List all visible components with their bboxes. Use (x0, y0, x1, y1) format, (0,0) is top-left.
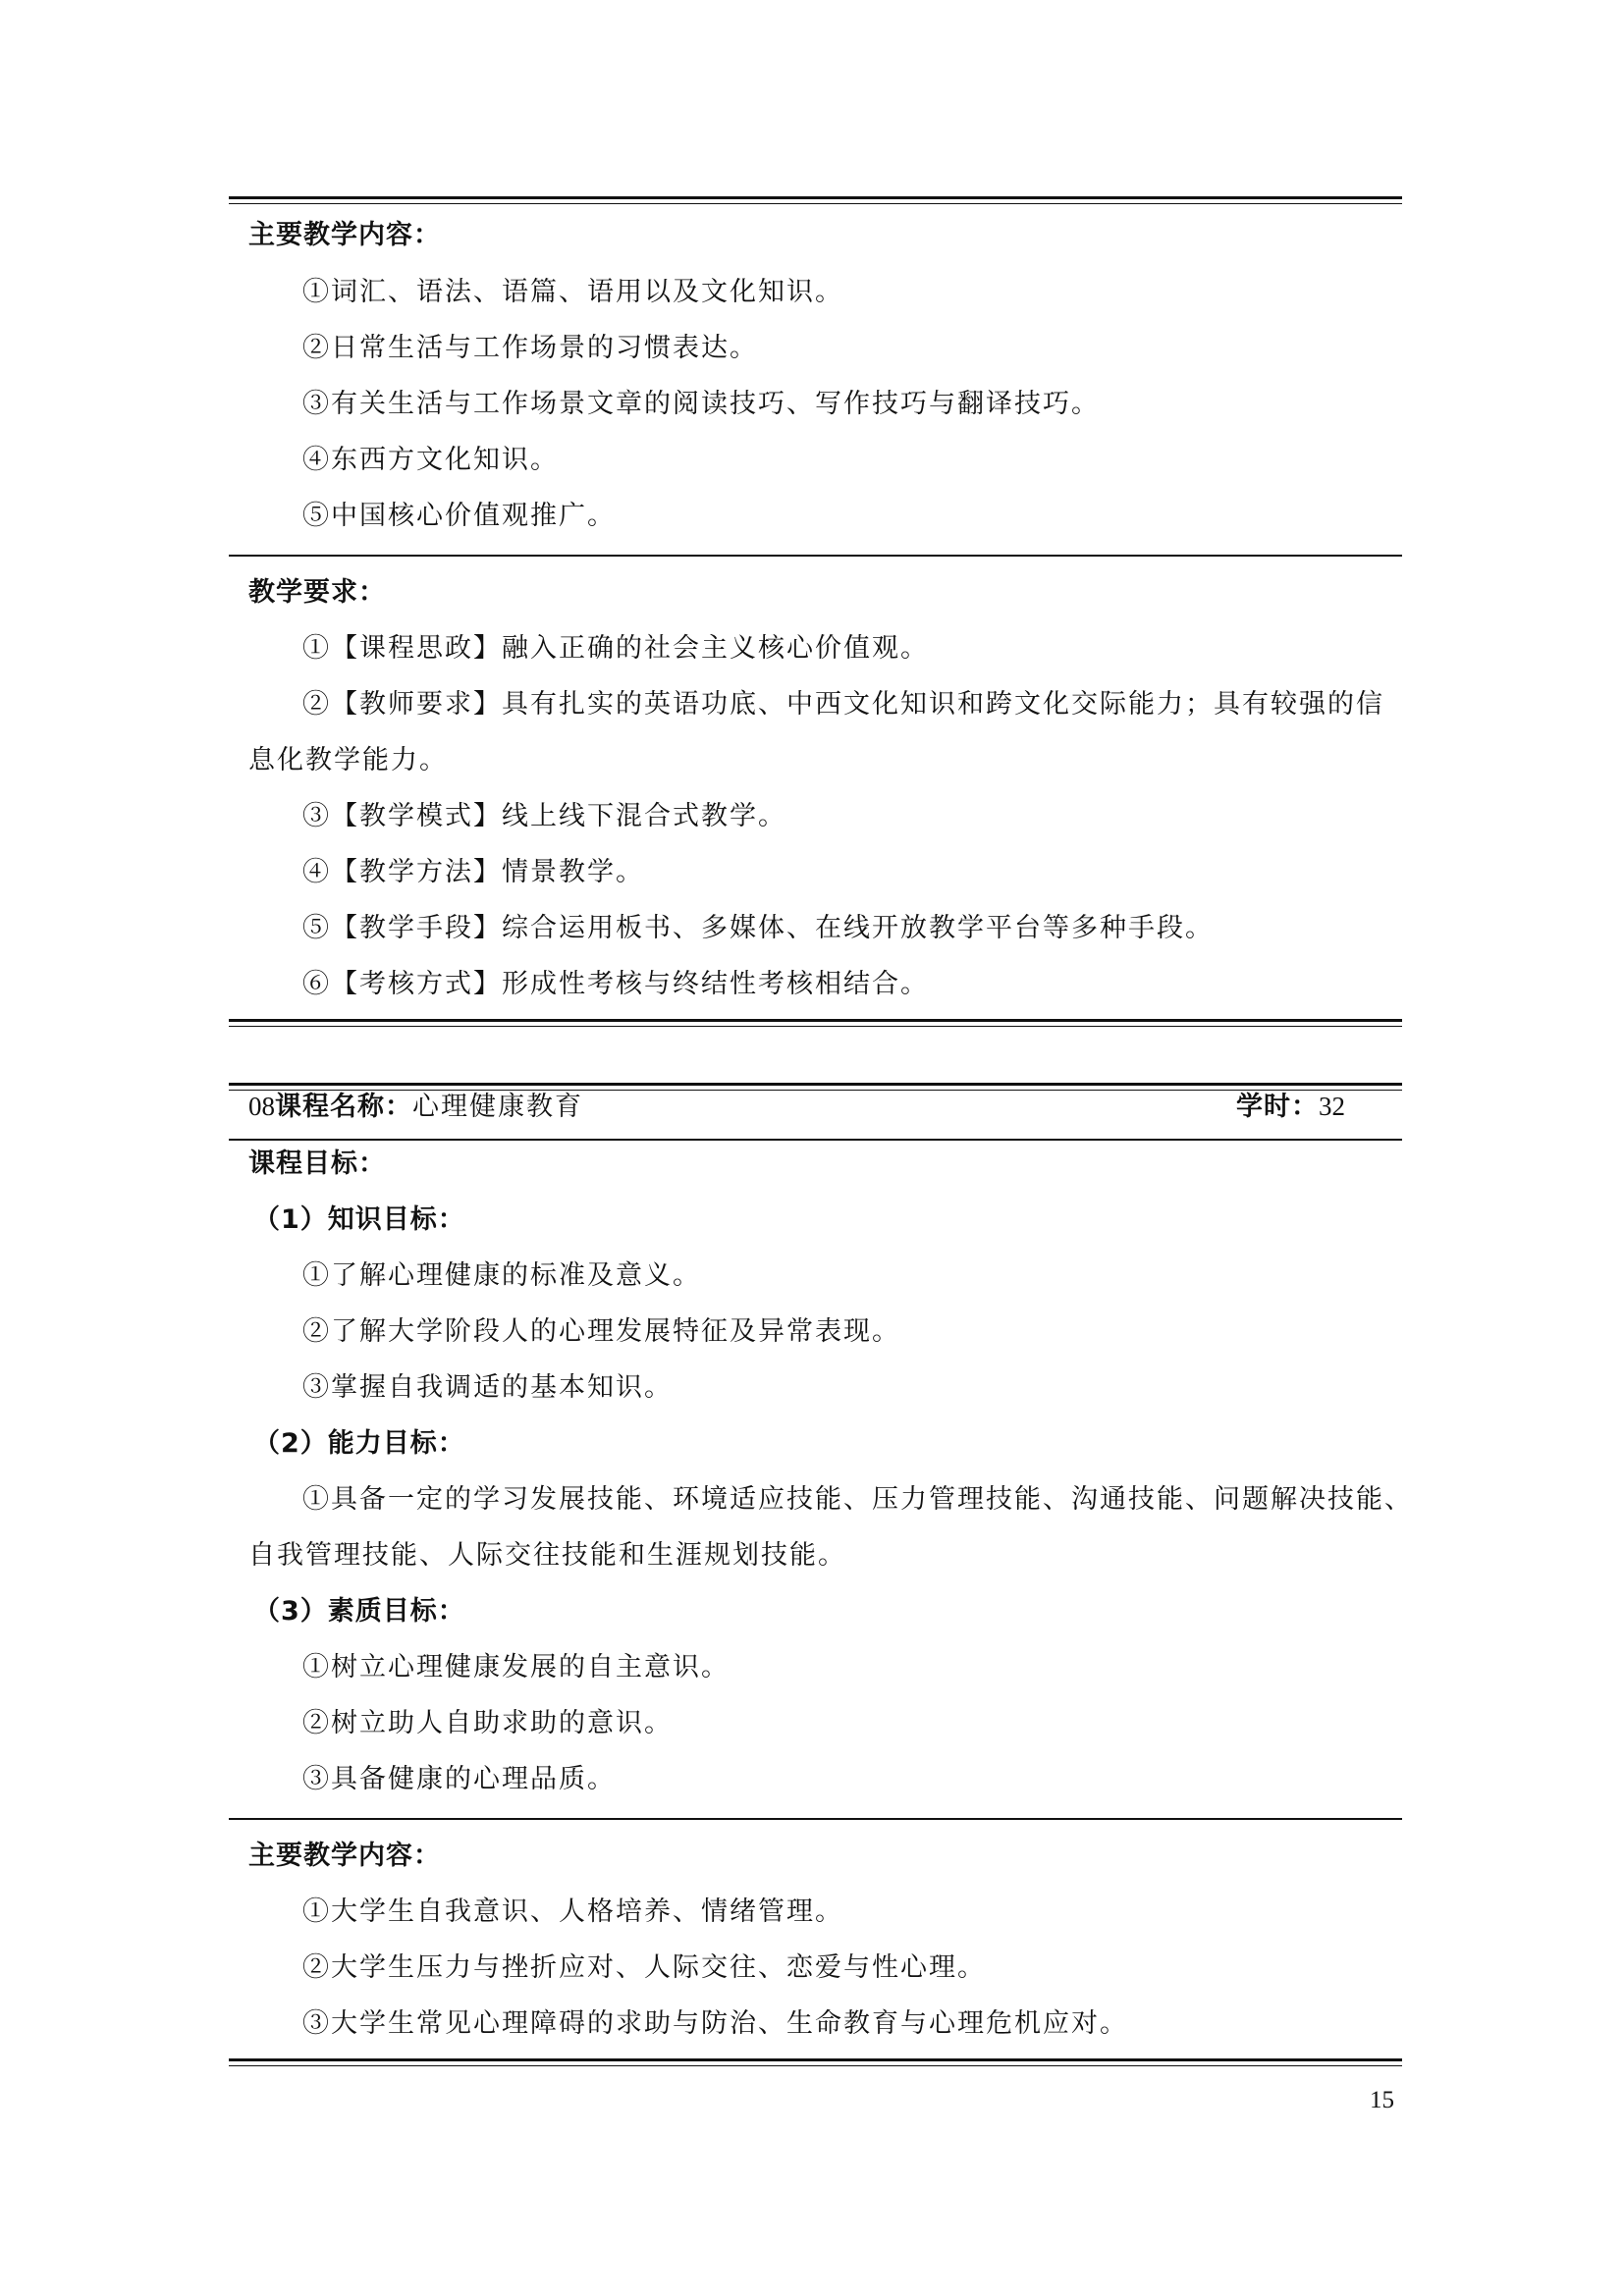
requirement-item: ⑥【考核方式】形成性考核与终结性考核相结合。 (302, 969, 929, 999)
table-bottom-rule (229, 2058, 1402, 2066)
content-heading: 主要教学内容： (248, 220, 441, 250)
ability-heading: （2）能力目标： (253, 1428, 465, 1459)
quality-item: ③具备健康的心理品质。 (302, 1764, 616, 1794)
section-divider (229, 1139, 1402, 1141)
requirement-item: ①【课程思政】融入正确的社会主义核心价值观。 (302, 633, 929, 664)
knowledge-heading: （1）知识目标： (253, 1204, 465, 1235)
course-hours (1236, 1089, 1345, 1125)
requirement-item: ②【教师要求】具有扎实的英语功底、中西文化知识和跨文化交际能力；具有较强的信 (302, 689, 1384, 720)
ability-item: ①具备一定的学习发展技能、环境适应技能、压力管理技能、沟通技能、问题解决技能、 (302, 1484, 1413, 1515)
course-name: 心理健康教育 (412, 1092, 583, 1122)
hours-label: 学时： (1236, 1092, 1319, 1122)
requirements-heading: 教学要求： (248, 577, 386, 608)
requirement-item: ⑤【教学手段】综合运用板书、多媒体、在线开放教学平台等多种手段。 (302, 913, 1214, 943)
requirement-item: ③【教学模式】线上线下混合式教学。 (302, 801, 786, 831)
table-top-rule (229, 196, 1402, 204)
page-number: 15 (1370, 2087, 1394, 2113)
table-bottom-rule (229, 1019, 1402, 1027)
content-item: ②大学生压力与挫折应对、人际交往、恋爱与性心理。 (302, 1952, 986, 1983)
knowledge-item: ③掌握自我调适的基本知识。 (302, 1372, 673, 1403)
content-item: ①词汇、语法、语篇、语用以及文化知识。 (302, 277, 843, 307)
course-title-row (248, 1089, 583, 1125)
quality-item: ②树立助人自助求助的意识。 (302, 1708, 673, 1738)
knowledge-item: ①了解心理健康的标准及意义。 (302, 1260, 701, 1291)
content-item: ⑤中国核心价值观推广。 (302, 501, 616, 531)
section-divider (229, 1818, 1402, 1820)
course-name-label: 课程名称： (275, 1092, 412, 1122)
requirement-item: ④【教学方法】情景教学。 (302, 857, 644, 887)
section-divider (229, 555, 1402, 557)
knowledge-item: ②了解大学阶段人的心理发展特征及异常表现。 (302, 1316, 900, 1347)
quality-item: ①树立心理健康发展的自主意识。 (302, 1652, 730, 1682)
content-item: ④东西方文化知识。 (302, 445, 559, 475)
quality-heading: （3）素质目标： (253, 1596, 465, 1627)
course-number: 08 (248, 1092, 275, 1121)
content-item: ③有关生活与工作场景文章的阅读技巧、写作技巧与翻译技巧。 (302, 389, 1100, 419)
requirement-item-continued: 息化教学能力。 (248, 745, 448, 775)
content-item: ①大学生自我意识、人格培养、情绪管理。 (302, 1896, 843, 1927)
goals-heading: 课程目标： (248, 1148, 386, 1179)
content-item: ③大学生常见心理障碍的求助与防治、生命教育与心理危机应对。 (302, 2008, 1128, 2039)
content-heading: 主要教学内容： (248, 1841, 441, 1871)
ability-item-continued: 自我管理技能、人际交往技能和生涯规划技能。 (248, 1540, 846, 1571)
hours-value: 32 (1319, 1092, 1345, 1121)
content-item: ②日常生活与工作场景的习惯表达。 (302, 333, 758, 363)
